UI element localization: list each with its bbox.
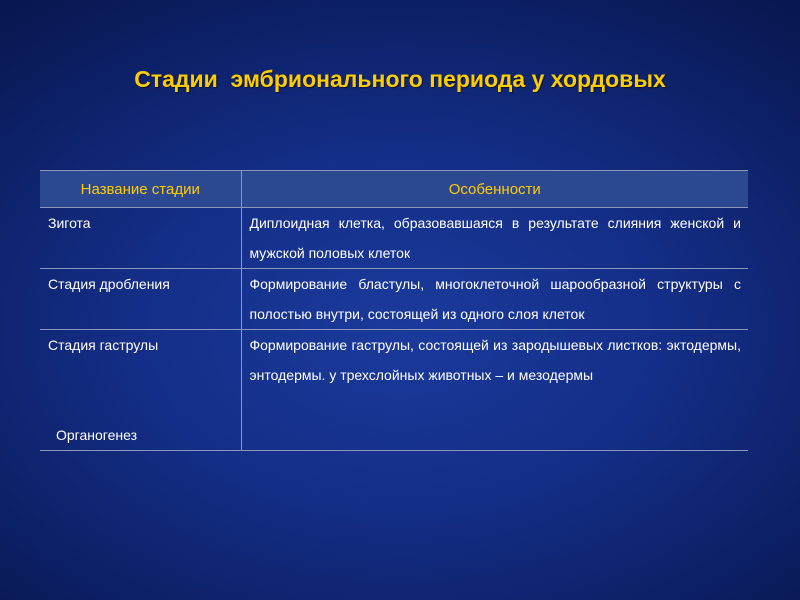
table-header-row	[40, 171, 748, 208]
stages-table	[40, 170, 748, 451]
stage-description-cell: Формирование бластулы, многоклеточной шарообразной структуры с полостью внутри, состоящей из одного слоя клеток	[241, 269, 748, 330]
table-row	[40, 330, 748, 451]
column-header-features: Особенности	[241, 171, 748, 208]
slide-title: Стадии эмбрионального периода у хордовых	[134, 66, 666, 92]
stage-name-cell	[40, 330, 241, 451]
column-header-stage-name: Название стадии	[40, 171, 241, 208]
stage-name-cell: Стадия дробления	[40, 269, 241, 330]
table-row	[40, 269, 748, 330]
stage-description-cell: Формирование гаструлы, состоящей из зародышевых листков: эктодермы, энтодермы. у трехслойных животных – и мезодермы	[241, 330, 748, 451]
table-row	[40, 208, 748, 269]
stage-subname-text: Органогенез	[56, 427, 137, 443]
stage-name-text: Стадия гаструлы	[48, 337, 159, 353]
stage-name-cell: Зигота	[40, 208, 241, 269]
stage-description-cell: Диплоидная клетка, образовавшаяся в результате слияния женской и мужской половых клеток	[241, 208, 748, 269]
